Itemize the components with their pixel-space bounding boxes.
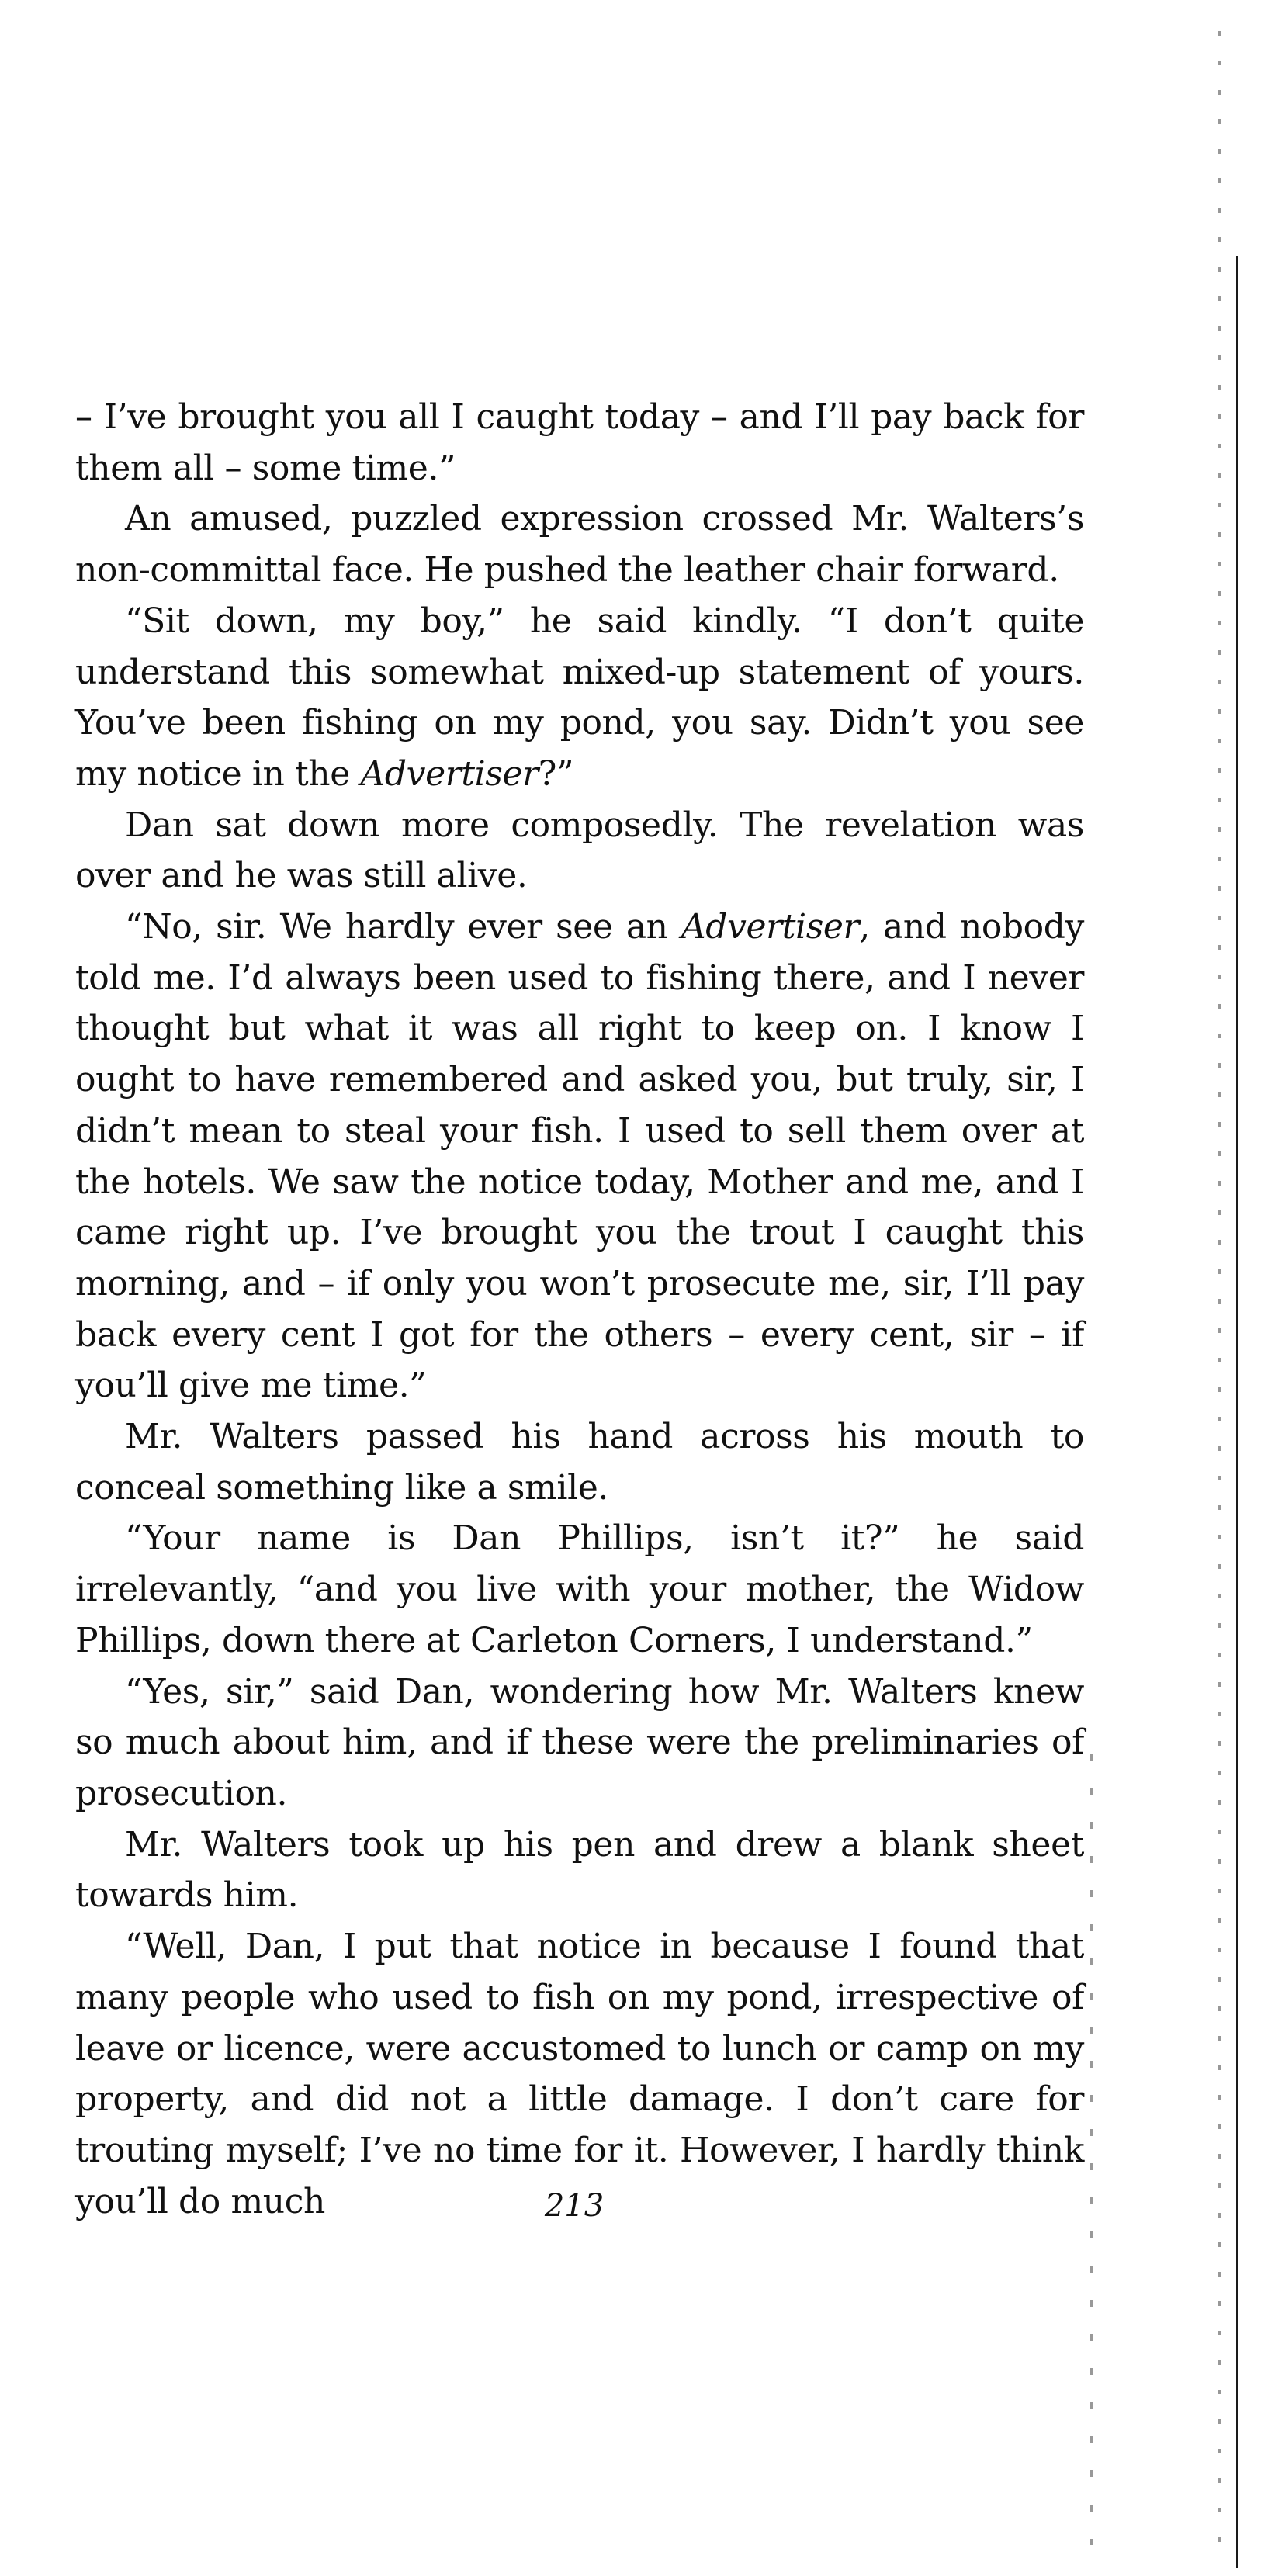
paragraph-text: , and nobody told me. I’d always been used to fishing there, and I never thought but what it was all right to keep on. I know I ought to have remembered and asked you, but truly, sir, I didn’t mean to steal your fish. I used to sell them over at the hotels. We saw the notice today, Mother and me, and I came right up. I’ve brought you the trout I caught this morning, and – if only you won’t prosecute me, sir, I’ll pay back every cent I got for the others – every cent, sir – if you’ll give me time.”	[75, 907, 1084, 1406]
paragraph: “Yes, sir,” said Dan, wondering how Mr. Walters knew so much about him, and if these were the preliminaries of prosecution.	[75, 1671, 1084, 1813]
italic-title: Advertiser	[681, 907, 860, 947]
italic-title: Advertiser	[360, 753, 539, 794]
body-text	[75, 392, 1084, 2227]
paragraph: – I’ve brought you all I caught today – and I’ll pay back for them all – some time.”	[75, 397, 1084, 488]
paragraph: “Well, Dan, I put that notice in because I found that many people who used to fish on my pond, irrespective of leave or licence, were accustomed to lunch or camp on my property, and did not a little damage. I don’t care for trouting myself; I’ve no time for it. However, I hardly think you’ll do much	[75, 1927, 1084, 2221]
paragraph: “Your name is Dan Phillips, isn’t it?” he said irrelevantly, “and you live with your mother, the Widow Phillips, down there at Carleton Corners, I understand.”	[75, 1518, 1084, 1660]
paragraph-text: “No, sir. We hardly ever see an	[125, 907, 681, 947]
page-number: 213	[544, 2188, 605, 2224]
scan-artifact-dots-inner	[1090, 1754, 1093, 2545]
paragraph: Dan sat down more composedly. The revelation was over and he was still alive.	[75, 805, 1084, 896]
scan-artifact-dots	[1218, 31, 1221, 2553]
paragraph: Mr. Walters took up his pen and drew a blank sheet towards him.	[75, 1824, 1084, 1916]
scan-artifact-edge-line	[1236, 256, 1238, 2568]
paragraph-text: ?”	[538, 753, 574, 794]
paragraph: Mr. Walters passed his hand across his mouth to conceal something like a smile.	[75, 1417, 1084, 1508]
paragraph	[75, 902, 1084, 1411]
paragraph	[75, 596, 1084, 800]
paragraph: An amused, puzzled expression crossed Mr. Walters’s non-committal face. He pushed the leather chair forward.	[75, 499, 1084, 590]
paragraph-text: “Sit down, my boy,” he said kindly. “I don’t quite understand this somewhat mixed-up statement of yours. You’ve been fishing on my pond, you say. Didn’t you see my notice in the	[75, 601, 1084, 794]
